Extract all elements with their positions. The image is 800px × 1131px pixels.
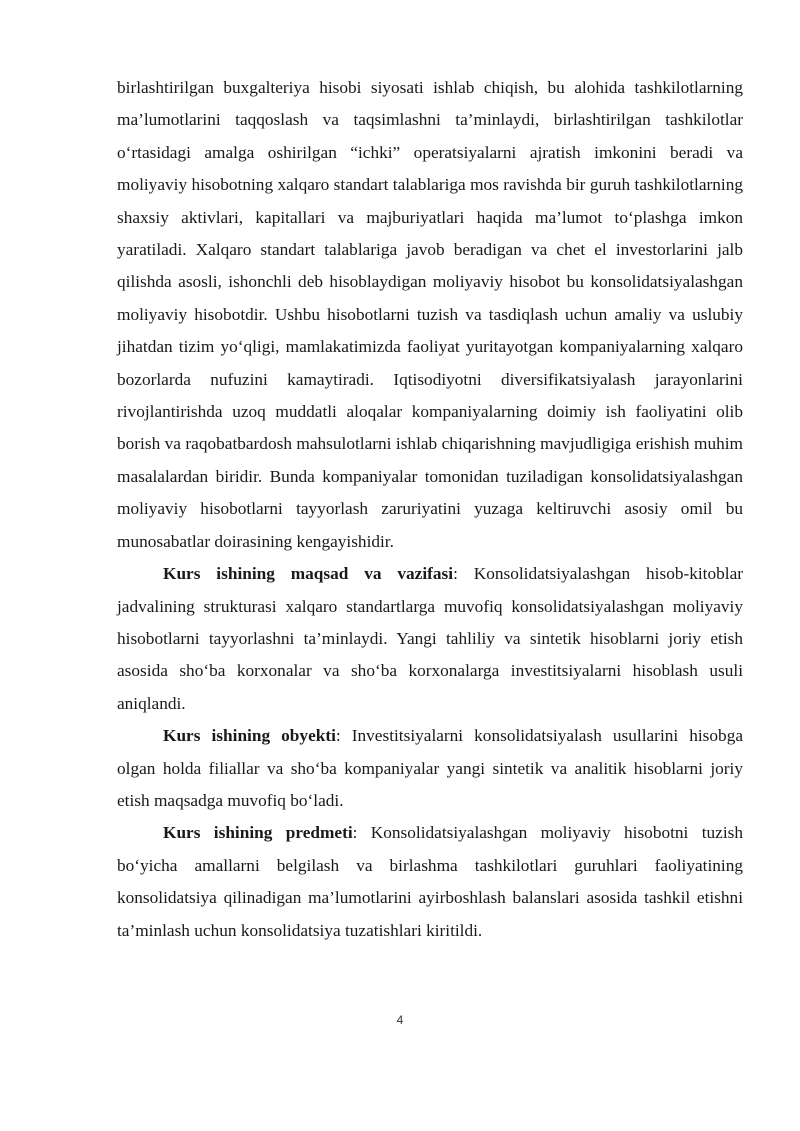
subject-heading: Kurs ishining predmeti [163, 823, 353, 843]
paragraph-intro-text: birlashtirilgan buxgalteriya hisobi siyosati ishlab chiqish, bu alohida tashkilotlarning ma’lumotlarini taqqoslash va taqsimlashni ta’minlaydi, birlashtirilgan tashkilotlar o‘rtasidagi amalga oshirilgan “ichki” operatsiyalarni ajratish imkonini beradi va moliyaviy hisobotning xalqaro standart talablariga mos ravishda bir guruh tashkilotlarning shaxsiy aktivlari, kapitallari va majburiyatlari haqida ma’lumot to‘plashga imkon yaratiladi. Xalqaro standart talablariga javob beradigan va chet el investorlarini jalb qilishda asosli, ishonchli deb hisoblaydigan moliyaviy hisobot bu konsolidatsiyalashgan moliyaviy hisobotdir. Ushbu hisobotlarni tuzish va tasdiqlash uchun amaliy va uslubiy jihatdan tizim yo‘qligi, mamlakatimizda faoliyat yuritayotgan kompaniyalarning xalqaro bozorlarda nufuzini kamaytiradi. Iqtisodiyotni diversifikatsiyalash jarayonlarini rivojlantirishda uzoq muddatli aloqalar kompaniyalarning doimiy ish faoliyatini olib borish va raqobatbardosh mahsulotlarni ishlab chiqarishning mavjudligiga erishish muhim masalalardan biridir. Bunda kompaniyalar tomonidan tuziladigan konsolidatsiyalashgan moliyaviy hisobotlarni tayyorlash zaruriyatini yuzaga keltiruvchi asosiy omil bu munosabatlar doirasining kengayishidir. [117, 78, 743, 551]
goal-heading: Kurs ishining maqsad va vazifasi [163, 564, 454, 584]
goal-text: : Konsolidatsiyalashgan hisob-kitoblar jadvalining strukturasi xalqaro standartlarga muvofiq konsolidatsiyalashgan moliyaviy hisobotlarni tayyorlashni ta’minlaydi. Yangi tahliliy va sintetik hisoblarni joriy etish asosida sho‘ba korxonalar va sho‘ba korxonalarga investitsiyalarni hisoblash usuli aniqlandi. [117, 564, 743, 713]
paragraph-subject [117, 817, 743, 947]
object-text: : Investitsiyalarni konsolidatsiyalash usullarini hisobga olgan holda filiallar va sho‘ba kompaniyalar yangi sintetik va analitik hisoblarni joriy etish maqsadga muvofiq bo‘ladi. [117, 726, 744, 810]
subject-text: : Konsolidatsiyalashgan moliyaviy hisobotni tuzish bo‘yicha amallarni belgilash va birlashma tashkilotlari guruhlari faoliyatining konsolidatsiya qilinadigan ma’lumotlarini ayirboshlash balanslari asosida tashkil etishni ta’minlash uchun konsolidatsiya tuzatishlari kiritildi. [117, 823, 743, 940]
paragraph-intro [117, 72, 743, 558]
page-number: 4 [396, 1013, 404, 1027]
paragraph-object [117, 720, 743, 817]
document-page [117, 72, 743, 947]
object-heading: Kurs ishining obyekti [163, 726, 336, 746]
paragraph-goal [117, 558, 743, 720]
